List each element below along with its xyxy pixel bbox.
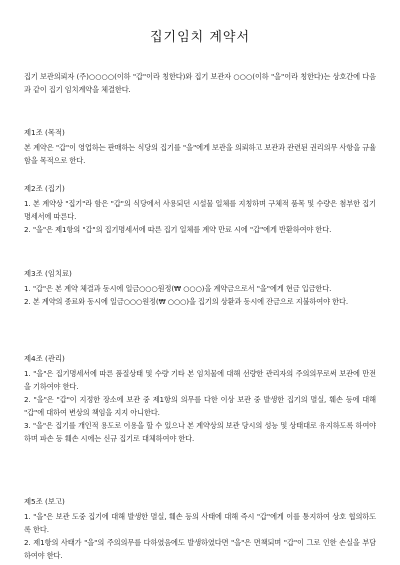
article-paragraph: 1. "을"은 집기명세서에 따른 품질상태 및 수량 기타 본 임치물에 대해 선량한 관리자의 주의의무로써 보관에 만전을 기하여야 한다. (24, 369, 376, 391)
article-5 (24, 496, 376, 562)
article-heading: 제3조 (임치료) (24, 269, 72, 278)
article-body (24, 197, 376, 236)
article-paragraph: 2. 본 계약의 종료와 동시에 일금○○○원정(₩ ○○○)을 집기의 상환과 동시에 잔금으로 지불하여야 한다. (24, 297, 349, 306)
article-body (24, 141, 376, 167)
article-heading: 제1조 (목적) (24, 128, 65, 137)
article-body (24, 510, 376, 562)
article-paragraph: 2. "을"은 제1항의 "갑"의 집기명세서에 따른 집기 일체를 계약 만료 시에 "갑"에게 반환하여야 한다. (24, 225, 332, 234)
intro-paragraph: 집기 보관의뢰자 (주)○○○○(이하 "갑"이라 칭한다)와 집기 보관자 ○○○(이하 "을"이라 칭한다)는 상호간에 다음과 같이 집기 임치계약을 체결한다. (24, 72, 376, 94)
article-paragraph: 본 계약은 "갑"이 영업하는 판매하는 식당의 집기를 "을"에게 보관을 의뢰하고 보관과 관련된 권리의무 사항을 규율함을 목적으로 한다. (24, 143, 376, 165)
article-paragraph: 2. 제1항의 사태가 "을"의 주의의무를 다하였음에도 발생하였다면 "을"은 면책되며 "갑"이 그로 인한 손실을 부담 하여야 한다. (24, 538, 376, 560)
article-paragraph: 1. "을"은 보관 도중 집기에 대해 발생한 멸실, 훼손 등의 사태에 대해 즉시 "갑"에게 이를 통지하여 상호 협의하도록 한다. (24, 512, 376, 534)
article-heading: 제2조 (집기) (24, 184, 65, 193)
article-paragraph: 1. 본 계약상 "집기"라 함은 "갑"의 식당에서 사용되던 시설물 일체를 지칭하며 구체적 품목 및 수량은 첨부한 집기명세서에 따른다. (24, 199, 376, 221)
article-paragraph: 1. "갑"은 본 계약 체결과 동시에 일금○○○원정(₩ ○○○)을 계약금으로서 "을"에게 현금 입금한다. (24, 284, 332, 293)
article-body (24, 282, 376, 308)
article-paragraph: 2. "을"은 "갑"이 지정한 장소에 보관 중 제1항의 의무를 다한 이상 보관 중 발생한 집기의 멸실, 훼손 등에 대해 "갑"에 대하여 변상의 책임을 지지 아니한다. (24, 395, 376, 417)
article-paragraph: 3. "을"은 집기를 개인적 용도로 이용을 할 수 있으나 본 계약상의 보관 당시의 성능 및 상태대로 유지하도록 하여야 하며 파손 등 훼손 시에는 신규 집기로 대체하여야 한다. (24, 421, 376, 443)
document-title: 집기임치 계약서 (149, 30, 251, 45)
article-heading: 제4조 (관리) (24, 354, 65, 363)
article-body (24, 367, 376, 445)
article-4 (24, 353, 376, 445)
article-3 (24, 268, 376, 308)
article-1 (24, 127, 376, 167)
article-2 (24, 183, 376, 236)
article-heading: 제5조 (보고) (24, 497, 65, 506)
